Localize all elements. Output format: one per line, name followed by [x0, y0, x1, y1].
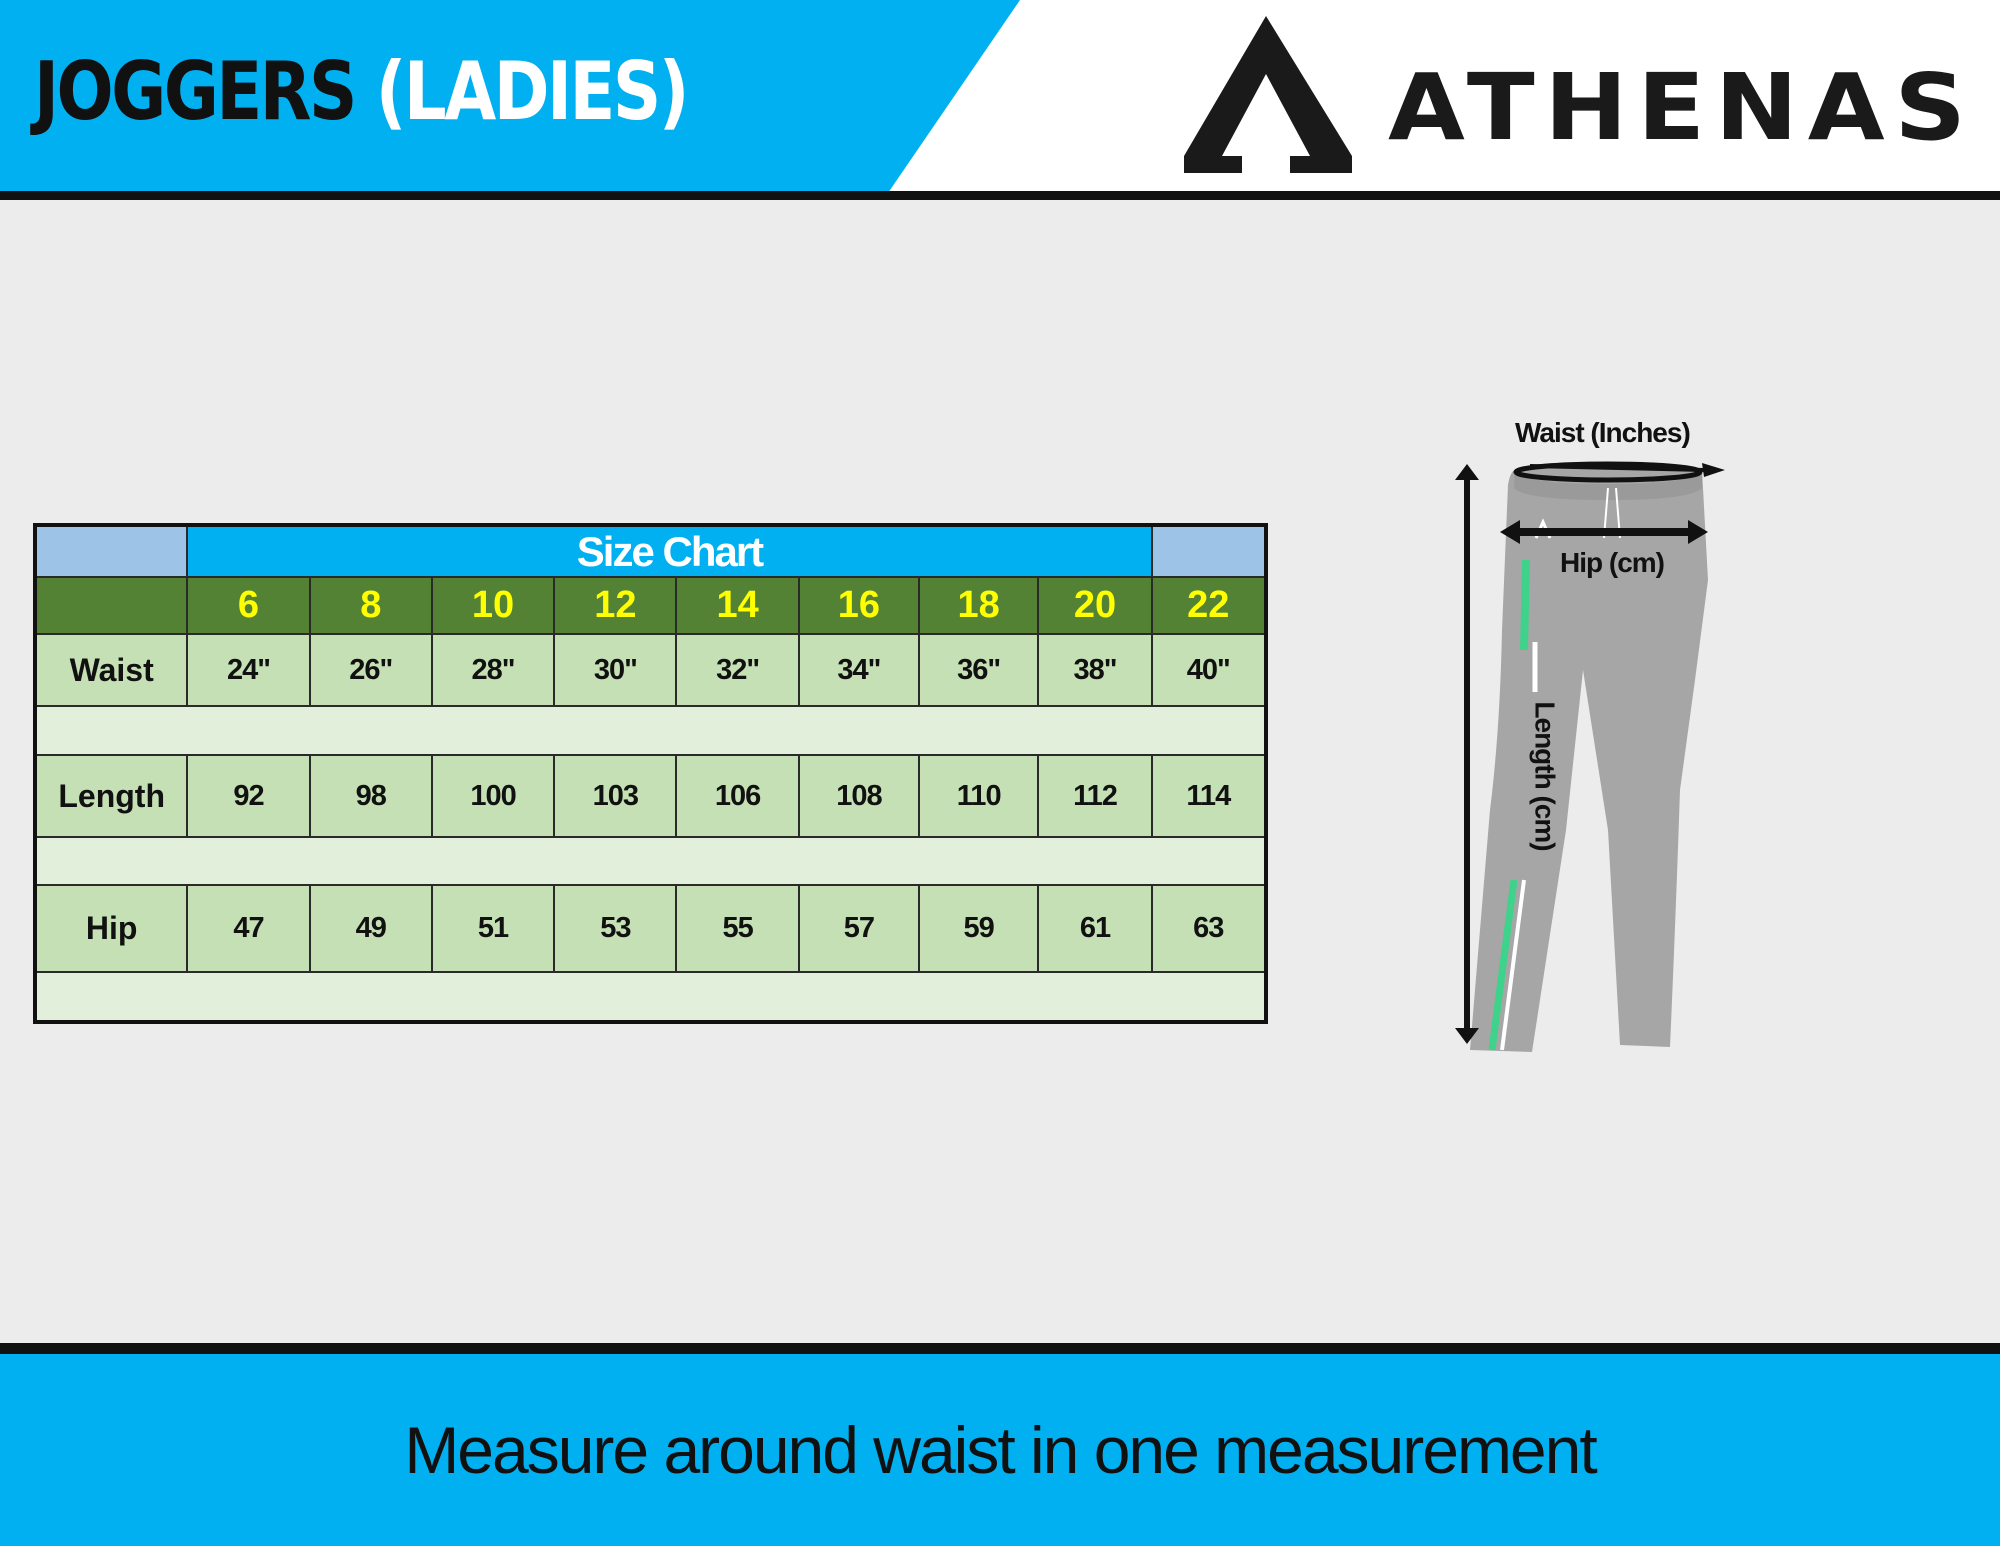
- size-header-cell: 14: [676, 577, 798, 634]
- size-chart-title: Size Chart: [187, 525, 1151, 577]
- table-cell: 103: [554, 755, 676, 837]
- footer-divider: [0, 1343, 2000, 1354]
- size-header-cell: 10: [432, 577, 554, 634]
- size-header-cell: 22: [1152, 577, 1266, 634]
- table-cell: 28": [432, 634, 554, 706]
- brand-name: ATHENAS: [1388, 54, 1976, 161]
- table-cell: 110: [919, 755, 1038, 837]
- page-title: [34, 45, 687, 138]
- table-corner-cell: [35, 525, 187, 577]
- table-cell: 108: [799, 755, 919, 837]
- table-cell: 53: [554, 885, 676, 972]
- table-cell: 92: [187, 755, 309, 837]
- size-header-blank: [35, 577, 187, 634]
- row-label: Waist: [35, 634, 187, 706]
- table-cell: 49: [310, 885, 432, 972]
- table-row-waist: [35, 634, 1266, 706]
- size-header-row: [35, 577, 1266, 634]
- table-spacer-row: [35, 837, 1266, 885]
- size-chart-table: [33, 523, 1268, 1024]
- table-cell: 26": [310, 634, 432, 706]
- table-row-length: [35, 755, 1266, 837]
- size-header-cell: 16: [799, 577, 919, 634]
- table-cell: 100: [432, 755, 554, 837]
- size-header-cell: 8: [310, 577, 432, 634]
- table-spacer-row: [35, 706, 1266, 755]
- size-header-cell: 20: [1038, 577, 1151, 634]
- footer-instruction: Measure around waist in one measurement: [404, 1413, 1596, 1487]
- row-label: Length: [35, 755, 187, 837]
- table-spacer-row: [35, 972, 1266, 1022]
- table-cell: 47: [187, 885, 309, 972]
- table-cell: 114: [1152, 755, 1266, 837]
- table-cell: 98: [310, 755, 432, 837]
- row-label: Hip: [35, 885, 187, 972]
- joggers-pants-icon: [1440, 410, 1760, 1070]
- table-cell: 40": [1152, 634, 1266, 706]
- table-cell: 36": [919, 634, 1038, 706]
- table-cell: 61: [1038, 885, 1151, 972]
- hip-measure-label: Hip (cm): [1560, 547, 1664, 578]
- table-cell: 24": [187, 634, 309, 706]
- table-cell: 55: [676, 885, 798, 972]
- waist-measure-label: Waist (Inches): [1515, 417, 1690, 448]
- table-cell: 63: [1152, 885, 1266, 972]
- table-cell: 106: [676, 755, 798, 837]
- table-cell: 112: [1038, 755, 1151, 837]
- table-cell: 57: [799, 885, 919, 972]
- table-corner-cell: [1152, 525, 1266, 577]
- size-header-cell: 6: [187, 577, 309, 634]
- length-measure-label: Length (cm): [1529, 701, 1561, 851]
- size-header-cell: 12: [554, 577, 676, 634]
- table-cell: 59: [919, 885, 1038, 972]
- table-cell: 32": [676, 634, 798, 706]
- table-title-row: [35, 525, 1266, 577]
- table-cell: 30": [554, 634, 676, 706]
- header-divider: [0, 191, 2000, 200]
- table-cell: 38": [1038, 634, 1151, 706]
- page-title-main: JOGGERS: [34, 45, 355, 138]
- table-cell: 34": [799, 634, 919, 706]
- header: [0, 0, 2000, 193]
- size-header-cell: 18: [919, 577, 1038, 634]
- table-cell: 51: [432, 885, 554, 972]
- page-title-subtitle: (LADIES): [375, 45, 687, 138]
- table-row-hip: [35, 885, 1266, 972]
